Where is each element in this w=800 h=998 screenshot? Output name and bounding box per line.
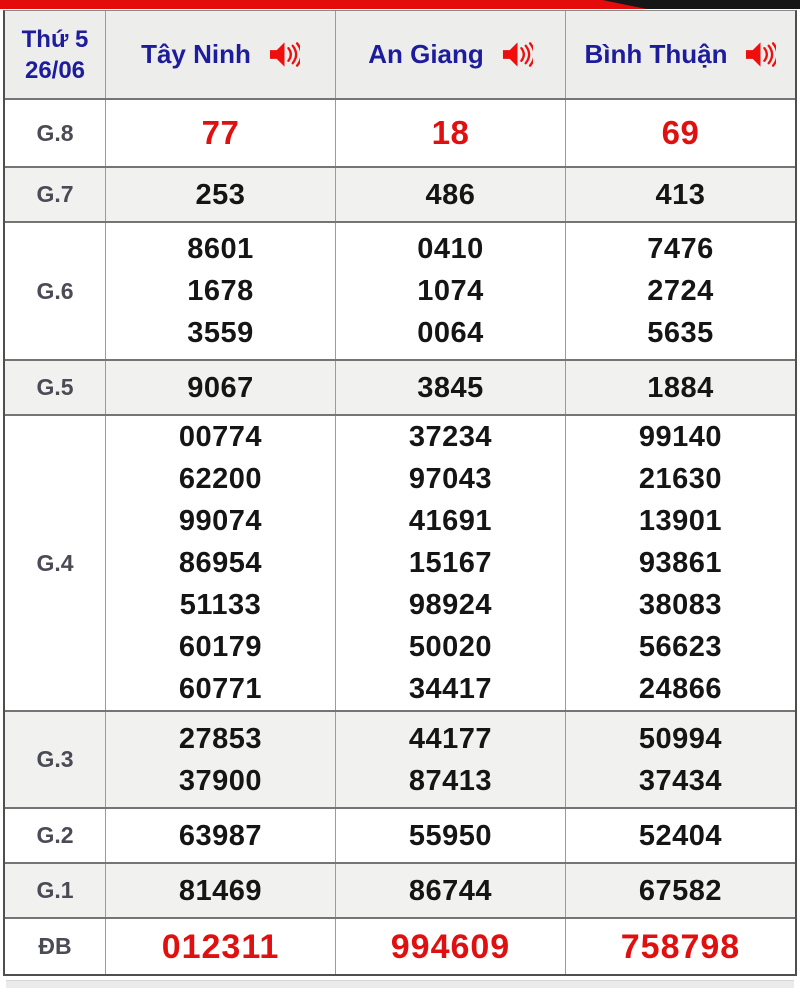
prize-number: 97043 [408, 463, 493, 495]
prize-number: 1884 [647, 371, 714, 404]
draw-day: Thứ 5 [21, 25, 89, 53]
prize-number: 99074 [178, 505, 263, 537]
prize-number: 86954 [178, 547, 263, 579]
prize-row-db [5, 917, 795, 974]
prize-cell [335, 712, 565, 807]
prize-number: 1678 [187, 275, 254, 307]
prize-number: 37900 [178, 764, 263, 797]
prize-label: G.2 [36, 822, 74, 848]
prize-label: ĐB [38, 933, 72, 959]
prize-cell [565, 712, 795, 807]
prize-number: 60771 [178, 673, 263, 705]
prize-cell [565, 168, 795, 221]
prize-number: 486 [425, 178, 476, 211]
prize-number: 012311 [161, 927, 280, 966]
prize-number: 24866 [638, 673, 723, 705]
header-row [5, 11, 795, 98]
prize-number: 63987 [178, 819, 263, 852]
prize-cell [105, 223, 335, 359]
speaker-icon[interactable] [269, 41, 300, 68]
prize-number: 15167 [408, 547, 493, 579]
draw-date: 26/06 [24, 56, 86, 84]
prize-number: 13901 [638, 505, 723, 537]
prize-cell [335, 361, 565, 414]
province-header-binh-thuan[interactable] [565, 11, 795, 98]
prize-label: G.3 [36, 746, 74, 772]
top-accent-bar [0, 0, 800, 9]
prize-cell [335, 809, 565, 862]
prize-cell [335, 168, 565, 221]
prize-cell [565, 223, 795, 359]
prize-cell [335, 416, 565, 710]
province-name: An Giang [368, 39, 484, 69]
prize-number: 56623 [638, 631, 723, 663]
prize-number: 253 [195, 178, 246, 211]
prize-label: G.1 [36, 877, 74, 903]
prize-label: G.7 [36, 181, 74, 207]
prize-row-g6 [5, 221, 795, 359]
prize-row-g4 [5, 414, 795, 710]
prize-cell [565, 416, 795, 710]
prize-number: 77 [201, 114, 240, 151]
prize-number: 0064 [417, 317, 484, 349]
prize-number: 7476 [647, 233, 714, 265]
prize-number: 00774 [178, 421, 263, 453]
speaker-icon[interactable] [502, 41, 533, 68]
prize-number: 994609 [390, 927, 511, 966]
next-section-edge [6, 980, 794, 988]
prize-number: 55950 [408, 819, 493, 852]
prize-number: 34417 [408, 673, 493, 705]
prize-cell [105, 919, 335, 974]
prize-number: 62200 [178, 463, 263, 495]
province-header-an-giang[interactable] [335, 11, 565, 98]
prize-cell [105, 416, 335, 710]
prize-number: 1074 [417, 275, 484, 307]
prize-number: 50994 [638, 722, 723, 755]
prize-cell [335, 100, 565, 166]
prize-number: 87413 [408, 764, 493, 797]
prize-cell [565, 100, 795, 166]
prize-number: 50020 [408, 631, 493, 663]
prize-cell [335, 864, 565, 917]
prize-number: 81469 [178, 874, 263, 907]
prize-cell [105, 809, 335, 862]
lottery-results-table [3, 10, 797, 976]
prize-number: 86744 [408, 874, 493, 907]
prize-number: 5635 [647, 317, 714, 349]
prize-cell [565, 919, 795, 974]
prize-label: G.6 [36, 277, 74, 304]
prize-number: 38083 [638, 589, 723, 621]
prize-number: 758798 [620, 927, 741, 966]
prize-number: 52404 [638, 819, 723, 852]
province-name: Bình Thuận [584, 39, 728, 69]
prize-number: 99140 [638, 421, 723, 453]
prize-row-g7 [5, 166, 795, 221]
prize-number: 41691 [408, 505, 493, 537]
prize-cell [105, 864, 335, 917]
prize-cell [105, 712, 335, 807]
speaker-icon[interactable] [745, 41, 776, 68]
prize-number: 69 [661, 114, 700, 151]
prize-number: 51133 [179, 589, 262, 621]
prize-row-g5 [5, 359, 795, 414]
prize-number: 3559 [187, 317, 254, 349]
prize-row-g3 [5, 710, 795, 807]
prize-cell [105, 361, 335, 414]
top-accent-bar-black-segment [590, 0, 800, 9]
prize-cell [565, 864, 795, 917]
prize-row-g8 [5, 98, 795, 166]
prize-label: G.4 [36, 549, 74, 576]
prize-number: 18 [431, 114, 470, 151]
prize-label: G.5 [36, 374, 74, 400]
prize-cell [565, 361, 795, 414]
prize-cell [335, 223, 565, 359]
prize-number: 2724 [647, 275, 714, 307]
prize-number: 44177 [408, 722, 493, 755]
prize-cell [105, 168, 335, 221]
prize-number: 3845 [417, 371, 484, 404]
prize-number: 67582 [638, 874, 723, 907]
prize-cell [565, 809, 795, 862]
prize-number: 37434 [638, 764, 723, 797]
prize-row-g2 [5, 807, 795, 862]
province-name: Tây Ninh [141, 39, 251, 69]
prize-number: 98924 [408, 589, 493, 621]
prize-number: 60179 [178, 631, 263, 663]
prize-number: 8601 [187, 233, 254, 265]
prize-number: 413 [655, 178, 706, 211]
prize-row-g1 [5, 862, 795, 917]
prize-number: 9067 [187, 371, 254, 404]
prize-number: 37234 [408, 421, 493, 453]
prize-number: 21630 [638, 463, 723, 495]
draw-date-cell [5, 11, 105, 98]
province-header-tay-ninh[interactable] [105, 11, 335, 98]
prize-number: 0410 [417, 233, 484, 265]
prize-label: G.8 [36, 119, 74, 146]
prize-cell [105, 100, 335, 166]
prize-number: 93861 [638, 547, 723, 579]
prize-cell [335, 919, 565, 974]
prize-number: 27853 [178, 722, 263, 755]
